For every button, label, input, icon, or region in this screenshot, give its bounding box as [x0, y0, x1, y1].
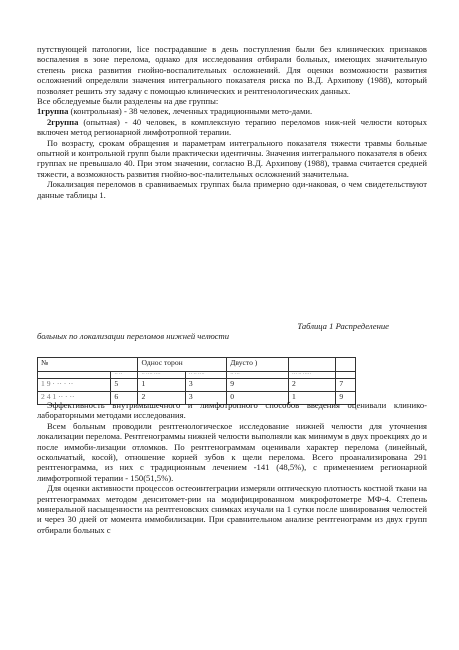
table-cell: 7 — [336, 379, 356, 392]
table-cell: 2 — [138, 392, 185, 405]
table-subheader-row — [38, 372, 356, 379]
group-2-text: (опытная) - 40 человек, в комплексную терапию переломов ниж-ней челюсти которых включен метод регионарной лимфотропной терапии. — [37, 116, 427, 138]
table-header-cell: Однос торон — [138, 358, 227, 372]
table-cell: 9 — [227, 379, 289, 392]
table-caption-title: Таблица 1 Распределение — [297, 321, 389, 331]
table-subheader-cell — [38, 372, 111, 379]
table-cell: 0 — [227, 392, 289, 405]
table-subheader-cell — [336, 372, 356, 379]
table-header-cell — [336, 358, 356, 372]
table-cell: 3 — [185, 392, 226, 405]
table-subheader-cell: ··· ·· ····· — [289, 372, 336, 379]
table-caption-subtitle: больных по локализации переломов нижней челюсти — [37, 331, 229, 342]
table-header-cell — [289, 358, 336, 372]
paragraph-intro: путствующей патологии, lice пострадавшие в день поступления были без клинических признаков воспаления в зоне перелома, однако для исследования отбирали больных, имеющих значительную степень риска развития гнойно-воспалительных осложнений. Для оценки возможности развития осложнений определяли значения интегрального показателя риска по В.Д. Архипову (1988), который позволяет решить эту задачу с помощью клинических и рентгенологических данных. — [37, 44, 427, 96]
paragraph-radiology: Всем больным проводили рентгенологическое исследование нижней челюсти для уточнения локализации перелома. Рентгенограммы нижней челюсти выполняли как минимум в двух проекциях до и после иммоби-лизации отломков. По рентгенограммам оценивали характер перелома (линейный, оскольчатый, косой), отношение корней зубов к щели перелома. Всего проанализирована 291 рентгенограмма, из них с традиционным лечением -141 (48,5%), с применением регионарной лимфотропной терапии - 150(51,5%). — [37, 420, 427, 483]
group-2-label: 2группа — [47, 116, 79, 127]
table-cell: 1 — [289, 392, 336, 405]
table-header-cell: № — [38, 358, 138, 372]
table-subheader-cell: ·· ·· ···· — [185, 372, 226, 379]
paragraph-groups-intro: Все обследуемые были разделены на две группы: — [37, 96, 219, 107]
table-cell: 3 — [185, 379, 226, 392]
table-row — [38, 379, 356, 392]
table-cell: 9 — [336, 392, 356, 405]
fracture-localization-table — [37, 357, 356, 405]
paragraph-group-2 — [37, 117, 427, 138]
paragraph-densitometry: Для оценки активности процессов остеоинтеграции измеряли оптическую плотность костной ткани на рентгенограммах методом денситомет-рии на модифицированном микрофотометре МФ-4. Степень минеральной насыщенности на рентгеновских снимках изучали на 1 сутки после шинирования челюстей и через 30 дней от момента иммобилизации. При сравнительном анализе рентгенограмм из двух групп отбирали больных с — [37, 483, 427, 535]
group-1-text: (контрольная) - 38 человек, леченных традиционными мето-дами. — [68, 106, 313, 117]
group-1-label: 1группа — [37, 106, 69, 117]
table-subheader-cell: ·· ·· — [111, 372, 138, 379]
table-subheader-cell: ·· ···· ···· — [138, 372, 185, 379]
table-cell: 1 — [138, 379, 185, 392]
text-block-top — [37, 44, 427, 200]
table-caption — [37, 321, 427, 342]
text-block-bottom — [37, 400, 427, 535]
table-cell: 5 — [111, 379, 138, 392]
paragraph-efficiency: Эффективность внутримышечного и лимфотропного способов введения оценивали клинико-лабораторными методами исследования. — [37, 400, 427, 421]
table-cell: 6 — [111, 392, 138, 405]
table-cell: 2 4 1 ·· · ·· — [38, 392, 111, 405]
paragraph-group-1 — [37, 106, 427, 116]
table-subheader-cell: ·· ··· — [227, 372, 289, 379]
table-cell: 2 — [289, 379, 336, 392]
paragraph-localization: Локализация переломов в сравниваемых группах была примерно оди-наковая, о чем свидетельствуют данные таблицы 1. — [37, 179, 427, 200]
paragraph-groups-comparison: По возрасту, срокам обращения и параметрам интегрального показателя тяжести травмы больные опытной и контрольной групп были практически идентичны. Значения интегрального показателя в обеих группах не превышало 40. При этом значении, согласно В.Д. Архипову (1988), травма считается средней тяжести, а возможность развития гнойно-вос-палительных осложнений значительна. — [37, 137, 427, 179]
table-header-cell: Двусто ) — [227, 358, 289, 372]
table-cell: 1 9 · ·· · ·· — [38, 379, 111, 392]
table-header-row — [38, 358, 356, 372]
